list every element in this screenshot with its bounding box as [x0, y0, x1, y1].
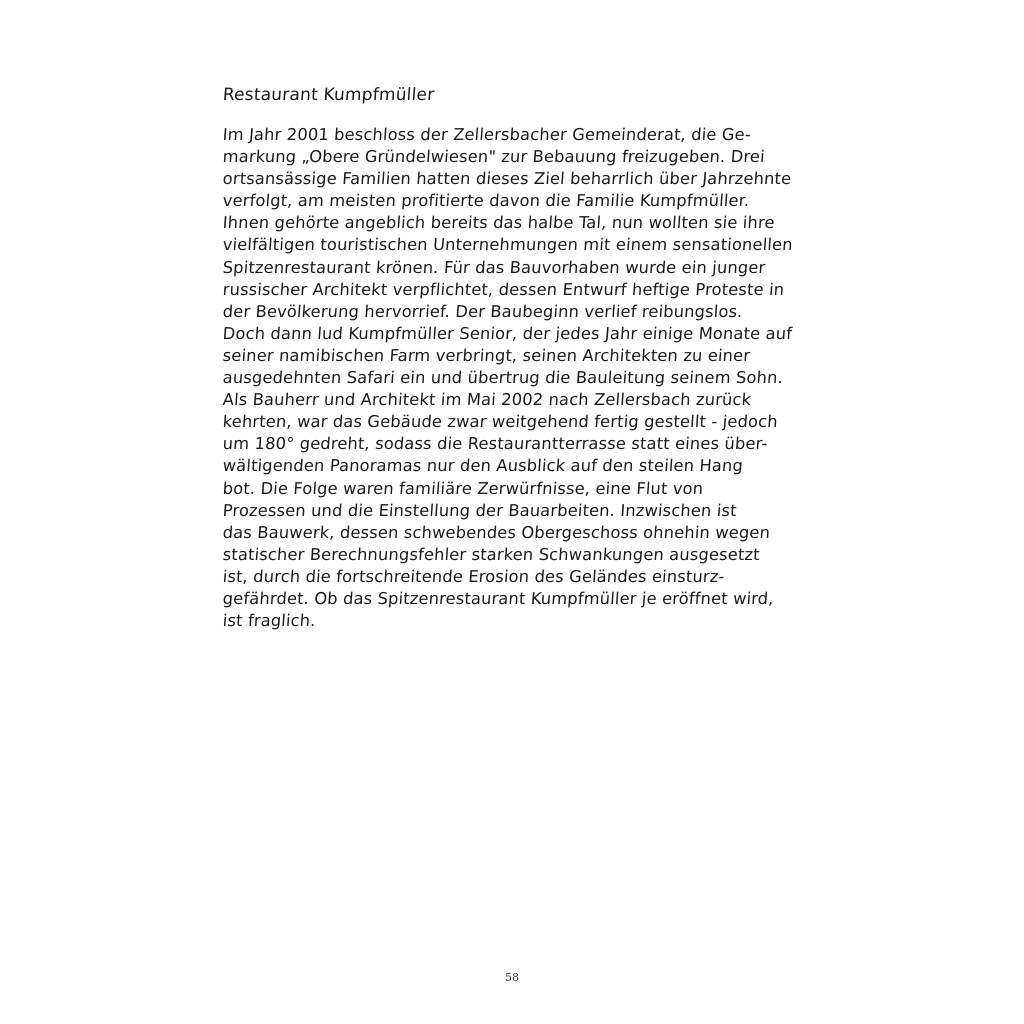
page-number: 58: [505, 971, 519, 984]
body-line: gefährdet. Ob das Spitzenrestaurant Kumpfmüller je eröffnet wird,: [222, 588, 775, 608]
body-line: Prozessen und die Einstellung der Bauarbeiten. Inzwischen ist: [222, 500, 738, 520]
body-line: russischer Architekt verpflichtet, dessen Entwurf heftige Proteste in: [222, 279, 785, 299]
body-text: [222, 124, 812, 632]
body-line: Ihnen gehörte angeblich bereits das halbe Tal, nun wollten sie ihre: [222, 213, 776, 233]
body-line: Als Bauherr und Architekt im Mai 2002 nach Zellersbach zurück: [222, 390, 752, 410]
body-line: markung „Obere Gründelwiesen" zur Bebauung freizugeben. Drei: [222, 147, 766, 167]
page-title: Restaurant Kumpfmüller: [222, 85, 436, 105]
body-line: statischer Berechnungsfehler starken Schwankungen ausgesetzt: [222, 544, 761, 564]
body-line: kehrten, war das Gebäude zwar weitgehend fertig gestellt - jedoch: [222, 412, 779, 432]
body-line: das Bauwerk, dessen schwebendes Obergeschoss ohnehin wegen: [222, 522, 771, 542]
body-line: Im Jahr 2001 beschloss der Zellersbacher Gemeinderat, die Ge-: [222, 125, 752, 144]
body-line: wältigenden Panoramas nur den Ausblick auf den steilen Hang: [222, 456, 744, 476]
body-line: der Bevölkerung hervorrief. Der Baubeginn verlief reibungslos.: [222, 301, 744, 321]
body-line: vielfältigen touristischen Unternehmungen mit einem sensationellen: [222, 235, 794, 255]
body-line: Doch dann lud Kumpfmüller Senior, der jedes Jahr einige Monate auf: [222, 323, 793, 343]
body-line: seiner namibischen Farm verbringt, seinen Architekten zu einer: [222, 345, 751, 365]
body-line: ist, durch die fortschreitende Erosion des Geländes einsturz-: [222, 566, 726, 586]
body-line: verfolgt, am meisten profitierte davon die Familie Kumpfmüller.: [222, 191, 751, 211]
page-content: [222, 83, 812, 632]
body-line: um 180° gedreht, sodass die Restaurantterrasse statt eines über-: [222, 434, 769, 454]
body-line: ausgedehnten Safari ein und übertrug die Bauleitung seinem Sohn.: [222, 368, 784, 388]
body-line: bot. Die Folge waren familiäre Zerwürfnisse, eine Flut von: [222, 478, 704, 498]
body-line: ist fraglich.: [222, 611, 317, 631]
body-line: ortsansässige Familien hatten dieses Ziel beharrlich über Jahrzehnte: [222, 169, 792, 189]
body-line: Spitzenrestaurant krönen. Für das Bauvorhaben wurde ein junger: [222, 257, 767, 277]
